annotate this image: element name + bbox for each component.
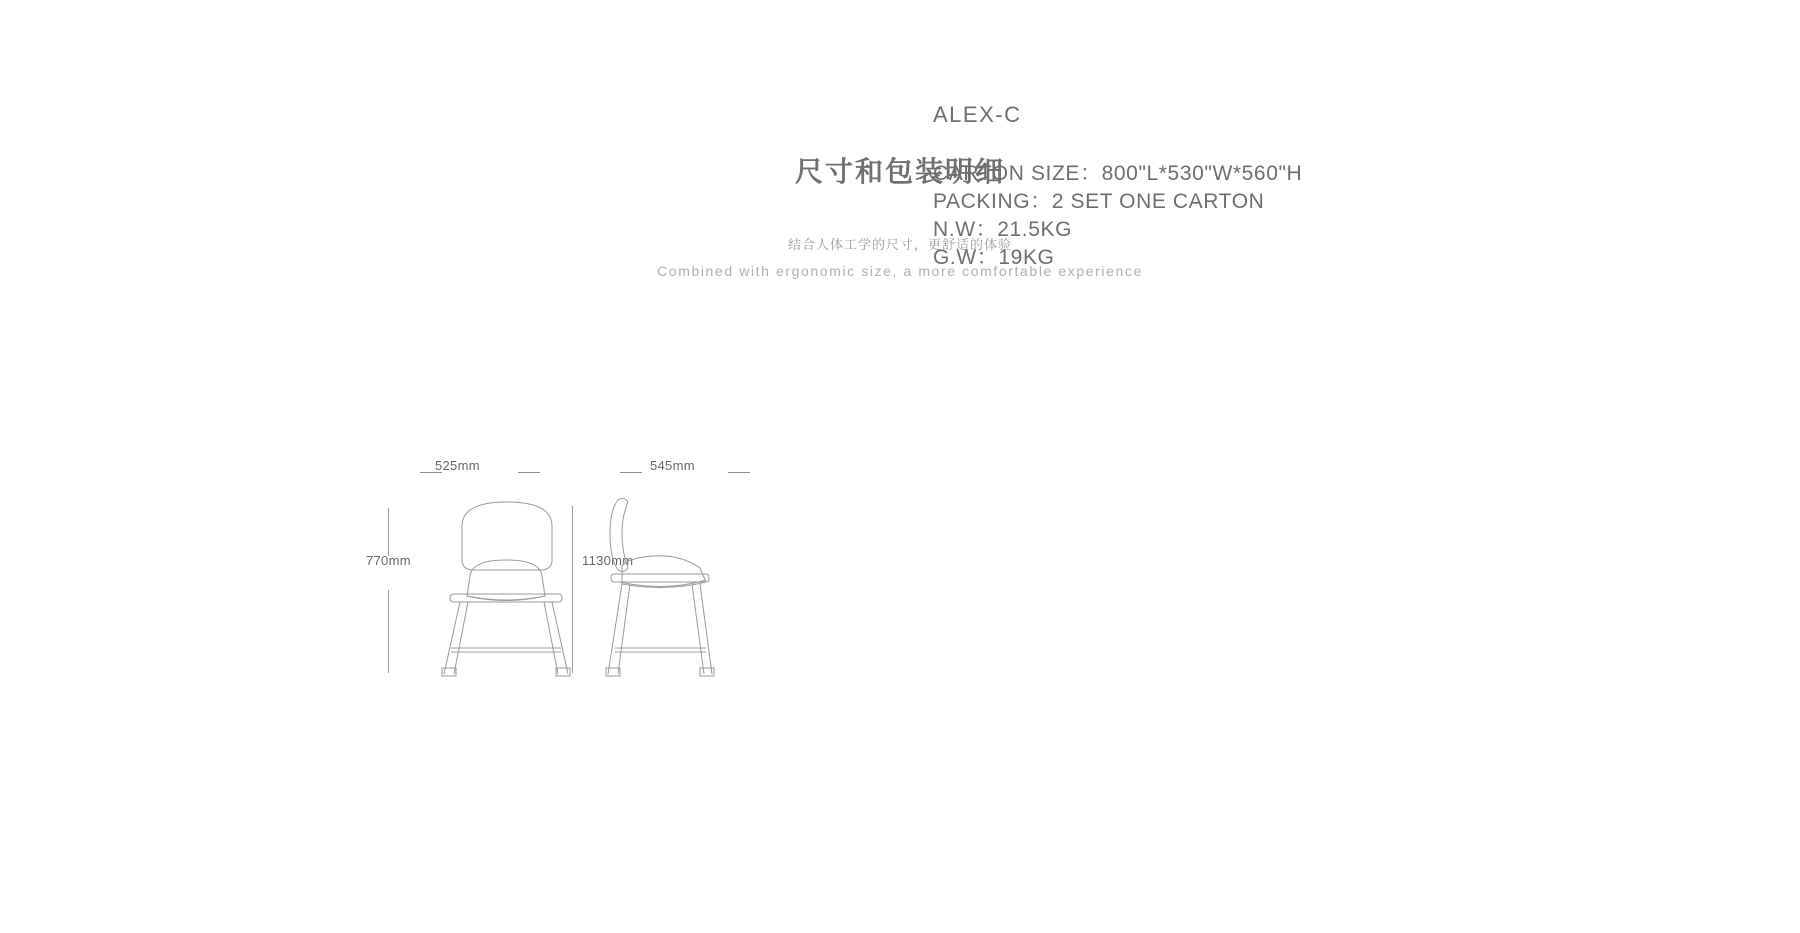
side-width-tick-left (620, 472, 642, 473)
page-header (0, 150, 1800, 279)
spec-net-weight: N.W：21.5KG (933, 218, 1073, 241)
spec-packing: PACKING：2 SET ONE CARTON (933, 190, 1265, 213)
chair-side-view-drawing (600, 498, 750, 678)
side-width-tick-right (728, 472, 750, 473)
dimension-diagram (366, 420, 1480, 820)
spec-gross-weight: G.W：19KG (933, 246, 1055, 269)
page-title: 尺寸和包装明细 (794, 156, 1005, 187)
front-height-line-top (388, 508, 389, 556)
side-width-label: 545mm (650, 458, 695, 473)
subtitle-chinese: 结合人体工学的尺寸，更舒适的体验 (787, 237, 1012, 252)
model-name: ALEX-C (933, 102, 1022, 127)
subtitle-english: Combined with ergonomic size, a more comfortable experience (657, 263, 1143, 279)
packing-specs (933, 102, 1302, 272)
front-width-tick-right (518, 472, 540, 473)
front-height-label: 770mm (366, 553, 411, 568)
side-height-line-top (572, 506, 573, 594)
front-height-line-bottom (388, 590, 389, 673)
spec-carton-size: CARTON SIZE：800"L*530"W*560"H (933, 162, 1303, 185)
side-height-line-bottom (572, 590, 573, 673)
side-height-label: 1130mm (582, 553, 634, 568)
front-width-label: 525mm (435, 458, 480, 473)
